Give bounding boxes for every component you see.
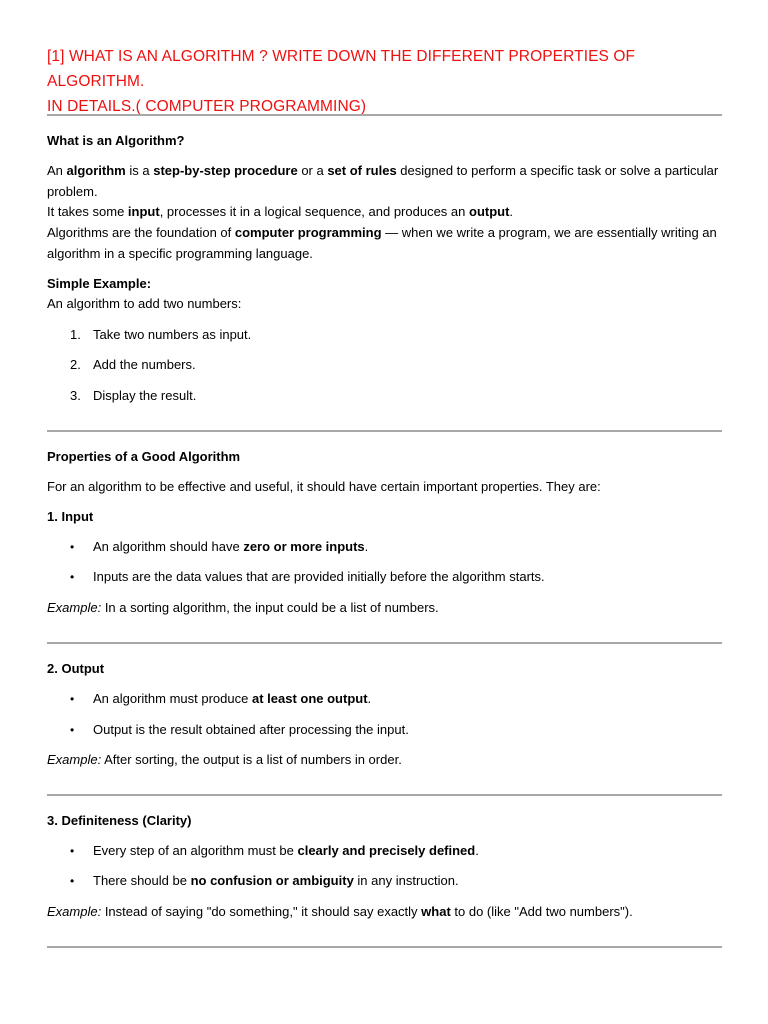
section-divider (47, 114, 722, 116)
intro-paragraph-3: Algorithms are the foundation of computer programming — when we write a program, we are essentially writing an algorithm in a specific programming language. (47, 225, 717, 261)
intro-paragraph-1: An algorithm is a step-by-step procedure or a set of rules designed to perform a specific task or solve a particular problem. (47, 163, 719, 199)
list-item: • There should be no confusion or ambiguity in any instruction. (70, 873, 459, 888)
property-input-example: Example: In a sorting algorithm, the input could be a list of numbers. (47, 600, 439, 615)
list-item: • Output is the result obtained after processing the input. (70, 722, 409, 737)
properties-lead: For an algorithm to be effective and useful, it should have certain important properties. They are: (47, 479, 601, 494)
section-divider (47, 642, 722, 644)
title-line-2: IN DETAILS.( COMPUTER PROGRAMMING) (47, 98, 367, 115)
list-item: 2. Add the numbers. (70, 357, 196, 372)
properties-heading: Properties of a Good Algorithm (47, 449, 241, 464)
property-output-example: Example: After sorting, the output is a list of numbers in order. (47, 752, 402, 767)
intro-heading: What is an Algorithm? (47, 133, 185, 148)
list-item: • An algorithm should have zero or more inputs. (70, 539, 369, 554)
section-divider (47, 430, 722, 432)
property-definiteness-heading: 3. Definiteness (Clarity) (47, 813, 192, 828)
example-lead: An algorithm to add two numbers: (47, 296, 242, 311)
list-item: 3. Display the result. (70, 388, 197, 403)
property-definiteness-example: Example: Instead of saying "do something," it should say exactly what to do (like "Add two numbers"). (47, 904, 633, 919)
example-heading: Simple Example: (47, 276, 152, 291)
list-item: • Inputs are the data values that are provided initially before the algorithm starts. (70, 569, 545, 584)
document-title (47, 44, 722, 119)
property-input-heading: 1. Input (47, 509, 94, 524)
section-divider (47, 794, 722, 796)
intro-paragraph-2: It takes some input, processes it in a logical sequence, and produces an output. (47, 204, 514, 219)
list-item: • An algorithm must produce at least one output. (70, 691, 372, 706)
list-item: 1. Take two numbers as input. (70, 327, 252, 342)
property-output-heading: 2. Output (47, 661, 105, 676)
section-divider (47, 946, 722, 948)
title-line-1: [1] WHAT IS AN ALGORITHM ? WRITE DOWN THE DIFFERENT PROPERTIES OF ALGORITHM. (47, 48, 636, 90)
list-item: • Every step of an algorithm must be clearly and precisely defined. (70, 843, 479, 858)
